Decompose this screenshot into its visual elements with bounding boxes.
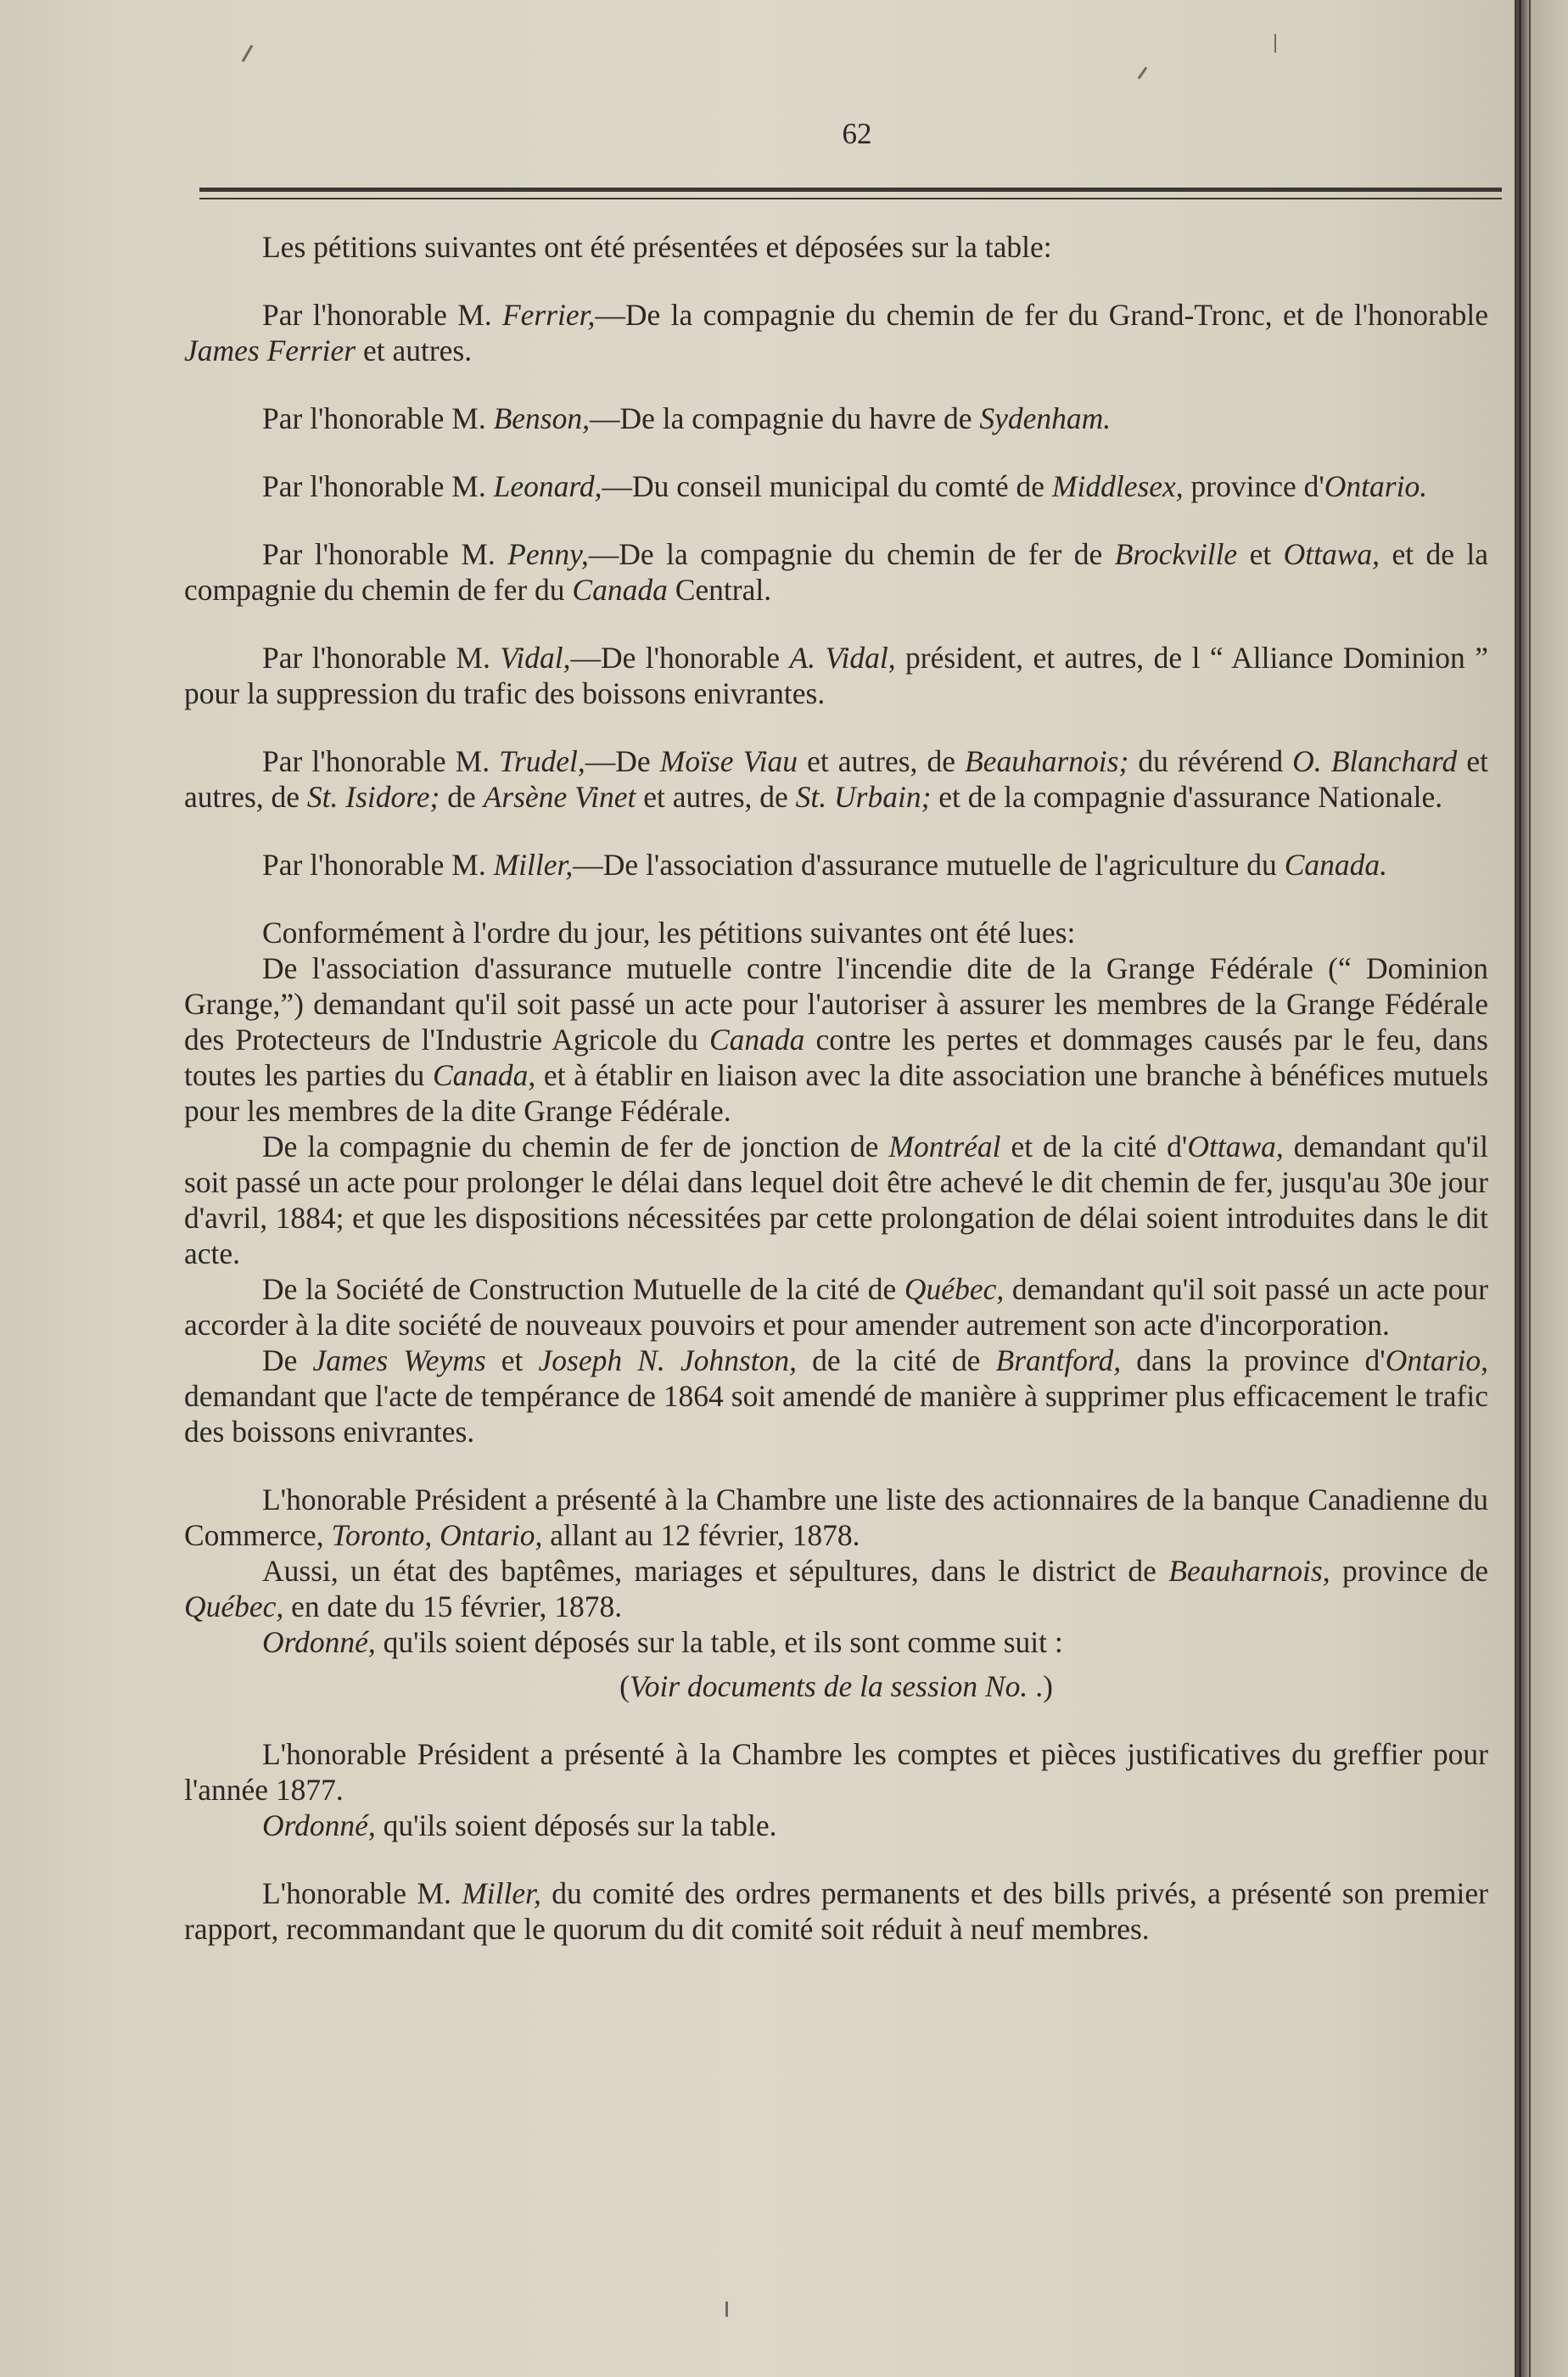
text-run: —De — [585, 744, 660, 778]
text-run: demandant que l'acte de tempérance de 1864 soit amendé de manière à supprimer plus efficacement le trafic des boissons enivrantes. — [184, 1379, 1488, 1449]
italic-text-run: Brockville — [1114, 537, 1238, 571]
text-run: .) — [1028, 1669, 1053, 1703]
text-run: du comité des ordres permanents et des bills privés, a présenté son premier rapport, recommandant que le quorum du dit comité soit réduit à neuf membres. — [184, 1876, 1488, 1946]
stray-mark — [242, 45, 254, 63]
text-run: du révérend — [1128, 744, 1293, 778]
italic-text-run: Québec, — [184, 1589, 284, 1623]
text-run: Par l'honorable M. — [262, 401, 494, 435]
text-run: et de la compagnie du chemin de fer du — [184, 537, 1488, 607]
petition-penny — [184, 536, 1488, 608]
italic-text-run: Québec, — [904, 1272, 1005, 1306]
text-run: et autres, de — [798, 744, 966, 778]
italic-text-run: Canada. — [1284, 848, 1387, 882]
italic-text-run: Voir documents de la session No. — [629, 1669, 1028, 1703]
italic-text-run: Moïse Viau — [659, 744, 798, 778]
italic-text-run: Brantford, — [995, 1343, 1122, 1377]
italic-text-run: Canada — [708, 1023, 805, 1057]
text-run: L'honorable Président a présenté à la Chambre une liste des actionnaires de la banque Canadienne du Commerce, — [184, 1483, 1488, 1552]
text-run: et autres, de — [184, 744, 1488, 814]
header-rule — [199, 188, 1502, 192]
petition-leonard — [184, 468, 1488, 504]
italic-text-run: Ontario. — [1324, 469, 1428, 503]
italic-text-run: Leonard, — [493, 469, 602, 503]
text-run: et de la compagnie d'assurance Nationale. — [931, 780, 1443, 814]
text-run: De la compagnie du chemin de fer de jonction de — [262, 1130, 889, 1163]
italic-text-run: Vidal, — [500, 641, 571, 675]
text-run: —De la compagnie du chemin de fer du Grand-Tronc, et de l'honorable — [595, 298, 1488, 332]
read-petition-junction — [184, 1129, 1488, 1271]
italic-text-run: Ferrier, — [501, 298, 596, 332]
text-run: De la Société de Construction Mutuelle de la cité de — [262, 1272, 904, 1306]
read-petition-weyms — [184, 1343, 1488, 1449]
text-run: —De la compagnie du havre de — [590, 401, 980, 435]
italic-text-run: Montréal — [888, 1130, 1001, 1163]
order-of-day — [184, 915, 1488, 950]
text-run: et de la cité d' — [1000, 1130, 1188, 1163]
book-gutter — [1515, 0, 1568, 2377]
italic-text-run: St. Isidore; — [306, 780, 440, 814]
italic-text-run: Ordonné, — [262, 1808, 376, 1842]
president-comptes — [184, 1736, 1488, 1808]
text-run: L'honorable M. — [262, 1876, 462, 1910]
text-run: Par l'honorable M. — [262, 848, 494, 882]
text-run: Aussi, un état des baptêmes, mariages et sépultures, dans le district de — [262, 1554, 1169, 1588]
text-run: Les pétitions suivantes ont été présentées et déposées sur la table: — [262, 230, 1052, 264]
text-run: et autres, de — [636, 780, 796, 814]
page-text — [184, 229, 1488, 1947]
italic-text-run: Joseph N. Johnston, — [538, 1343, 797, 1377]
header-rule — [199, 198, 1502, 199]
petition-vidal — [184, 640, 1488, 711]
text-run: Conformément à l'ordre du jour, les pétitions suivantes ont été lues: — [262, 916, 1076, 950]
text-run: qu'ils soient déposés sur la table. — [375, 1808, 777, 1842]
text-run: de — [440, 780, 484, 814]
italic-text-run: James Ferrier — [184, 334, 356, 367]
text-run: L'honorable Président a présenté à la Chambre les comptes et pièces justificatives du greffier pour l'année 1877. — [184, 1737, 1488, 1807]
italic-text-run: Middlesex, — [1051, 469, 1184, 503]
baptemes-statement — [184, 1553, 1488, 1624]
miller-report — [184, 1875, 1488, 1947]
italic-text-run: Benson, — [493, 401, 590, 435]
text-run: —De la compagnie du chemin de fer de — [588, 537, 1115, 571]
italic-text-run: O. Blanchard — [1292, 744, 1458, 778]
petition-benson — [184, 401, 1488, 436]
text-run: et — [1237, 537, 1284, 571]
petition-trudel — [184, 743, 1488, 815]
italic-text-run: Sydenham. — [979, 401, 1112, 435]
text-run: président, et autres, de l “ Alliance Dominion ” pour la suppression du trafic des boissons enivrantes. — [184, 641, 1488, 710]
text-run: et — [485, 1343, 539, 1377]
ordonne-deposit — [184, 1624, 1488, 1660]
text-run: Par l'honorable M. — [262, 744, 500, 778]
text-run: contre les pertes et dommages causés par le feu, dans toutes les parties du — [184, 1023, 1488, 1092]
italic-text-run: Ottawa, — [1187, 1130, 1284, 1163]
read-petition-quebec — [184, 1271, 1488, 1343]
text-run: qu'ils soient déposés sur la table, et ils sont comme suit : — [375, 1625, 1063, 1659]
text-run: province d' — [1183, 469, 1324, 503]
italic-text-run: Beauharnois; — [965, 744, 1129, 778]
italic-text-run: Canada, — [432, 1058, 536, 1092]
text-run: De — [262, 1343, 313, 1377]
text-run: dans la province d' — [1121, 1343, 1386, 1377]
president-bank-list — [184, 1482, 1488, 1553]
text-run: Par l'honorable M. — [262, 469, 494, 503]
italic-text-run: Ontario, — [1385, 1343, 1488, 1377]
text-run: en date du 15 février, 1878. — [283, 1589, 623, 1623]
text-run: Central. — [667, 573, 772, 607]
italic-text-run: Arsène Vinet — [483, 780, 636, 814]
italic-text-run: Ottawa, — [1283, 537, 1380, 571]
stray-mark — [1138, 67, 1148, 80]
text-run: De l'association d'assurance mutuelle contre l'incendie dite de la Grange Fédérale (“ Dominion Grange,”) demandant qu'il soit passé un acte pour l'autoriser à assurer les membres de la Grange Fédérale des Protecteurs de l'Industrie Agricole du — [184, 951, 1488, 1057]
text-run: province de — [1330, 1554, 1488, 1588]
stray-mark — [725, 2301, 728, 2317]
italic-text-run: Canada — [572, 573, 668, 607]
italic-text-run: Beauharnois, — [1168, 1554, 1330, 1588]
italic-text-run: Trudel, — [499, 744, 585, 778]
text-run: demandant qu'il soit passé un acte pour prolonger le délai dans lequel doit être achevé le dit chemin de fer, jusqu'au 30e jour d'avril, 1884; et que les dispositions nécessitées par cette prolongation de délai soient introduites dans le dit acte. — [184, 1130, 1489, 1270]
italic-text-run: A. Vidal, — [789, 641, 896, 675]
text-run: de la cité de — [797, 1343, 996, 1377]
ordonne-table — [184, 1808, 1488, 1843]
italic-text-run: James Weyms — [312, 1343, 486, 1377]
petition-ferrier — [184, 297, 1488, 368]
read-petition-grange — [184, 950, 1488, 1129]
intro-paragraph — [184, 229, 1488, 265]
text-run: Par l'honorable M. — [262, 298, 502, 332]
text-run: et à établir en liaison avec la dite association une branche à bénéfices mutuels pour les membres de la dite Grange Fédérale. — [184, 1058, 1489, 1128]
text-run: demandant qu'il soit passé un acte pour accorder à la dite société de nouveaux pouvoirs et pour amender autrement son acte d'incorporation. — [184, 1272, 1488, 1342]
text-run: —De l'honorable — [570, 641, 790, 675]
text-run: —De l'association d'assurance mutuelle de l'agriculture du — [573, 848, 1285, 882]
text-run: ( — [619, 1669, 630, 1703]
italic-text-run: Penny, — [507, 537, 589, 571]
text-run: et autres. — [356, 334, 473, 367]
stray-mark — [1274, 34, 1276, 53]
text-run: Par l'honorable M. — [262, 641, 501, 675]
text-run: allant au 12 février, 1878. — [542, 1518, 860, 1552]
italic-text-run: Ordonné, — [262, 1625, 376, 1659]
voir-documents — [184, 1668, 1488, 1704]
italic-text-run: Toronto, Ontario, — [331, 1518, 543, 1552]
italic-text-run: St. Urbain; — [795, 780, 932, 814]
italic-text-run: Miller, — [462, 1876, 541, 1910]
italic-text-run: Miller, — [493, 848, 574, 882]
petition-miller — [184, 847, 1488, 883]
page-number: 62 — [842, 117, 872, 150]
text-run: —Du conseil municipal du comté de — [602, 469, 1052, 503]
text-run: Par l'honorable M. — [262, 537, 508, 571]
